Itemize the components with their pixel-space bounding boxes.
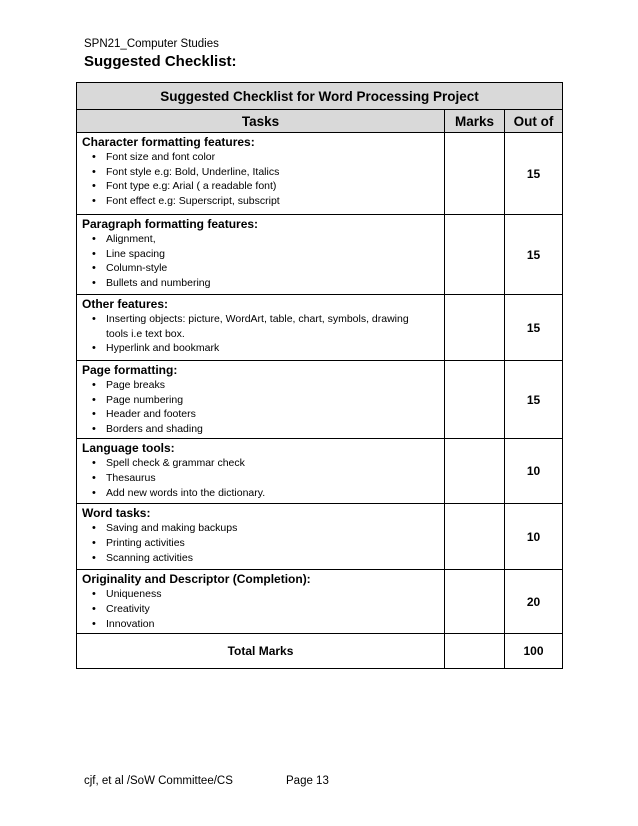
- table-row: [77, 504, 563, 570]
- page-number: Page 13: [286, 775, 329, 787]
- task-list: [82, 587, 440, 631]
- list-item: • Creativity: [106, 602, 440, 617]
- section-title: Paragraph formatting features:: [82, 217, 259, 231]
- column-header-marks: Marks: [445, 110, 505, 133]
- task-list: [82, 150, 440, 208]
- out-of-cell: 15: [505, 361, 563, 439]
- section-title: Other features:: [82, 297, 169, 311]
- task-cell: [77, 361, 445, 439]
- total-row: [77, 634, 563, 669]
- marks-cell[interactable]: [445, 439, 505, 504]
- table-row: [77, 133, 563, 215]
- task-list: [82, 378, 440, 436]
- list-item: • Printing activities: [106, 536, 440, 551]
- section-title: Page formatting:: [82, 363, 178, 377]
- document-header: SPN21_Computer Studies: [84, 38, 219, 50]
- total-out-of-cell: 100: [505, 634, 563, 669]
- list-item: • Borders and shading: [106, 422, 440, 437]
- list-item: • Saving and making backups: [106, 521, 440, 536]
- task-list: [82, 232, 440, 290]
- list-item: • Column-style: [106, 261, 440, 276]
- column-header-out-of: Out of: [505, 110, 563, 133]
- section-title: Word tasks:: [82, 506, 151, 521]
- checklist-table: [76, 82, 563, 669]
- task-cell: [77, 570, 445, 634]
- list-item: • Uniqueness: [106, 587, 440, 602]
- table-row: [77, 361, 563, 439]
- task-cell: [77, 133, 445, 215]
- table-row: [77, 439, 563, 504]
- task-list: [82, 521, 440, 565]
- list-item: • Inserting objects: picture, WordArt, table, chart, symbols, drawing tools i.e text box.: [106, 312, 440, 341]
- list-item: • Font effect e.g: Superscript, subscript: [106, 194, 440, 209]
- table-row: [77, 570, 563, 634]
- list-item: • Spell check & grammar check: [106, 456, 440, 471]
- out-of-cell: 20: [505, 570, 563, 634]
- out-of-cell: 15: [505, 215, 563, 295]
- list-item: • Line spacing: [106, 247, 440, 262]
- marks-cell[interactable]: [445, 215, 505, 295]
- list-item: • Font type e.g: Arial ( a readable font): [106, 179, 440, 194]
- task-list: [82, 312, 440, 356]
- column-header-tasks: Tasks: [77, 110, 445, 133]
- section-title: Originality and Descriptor (Completion):: [82, 572, 311, 587]
- out-of-cell: 10: [505, 439, 563, 504]
- marks-cell[interactable]: [445, 361, 505, 439]
- list-item: • Font style e.g: Bold, Underline, Italics: [106, 165, 440, 180]
- list-item: • Thesaurus: [106, 471, 440, 486]
- list-item: • Header and footers: [106, 407, 440, 422]
- list-item: • Add new words into the dictionary.: [106, 486, 440, 501]
- list-item: • Bullets and numbering: [106, 276, 440, 291]
- task-cell: [77, 504, 445, 570]
- section-title: Language tools:: [82, 441, 175, 456]
- table-row: [77, 295, 563, 361]
- task-cell: [77, 439, 445, 504]
- out-of-cell: 15: [505, 133, 563, 215]
- table-row: [77, 215, 563, 295]
- marks-cell[interactable]: [445, 504, 505, 570]
- marks-cell[interactable]: [445, 570, 505, 634]
- section-title: Character formatting features:: [82, 135, 255, 149]
- footer-author: cjf, et al /SoW Committee/CS: [84, 775, 233, 787]
- task-cell: [77, 215, 445, 295]
- out-of-cell: 15: [505, 295, 563, 361]
- task-cell: [77, 295, 445, 361]
- total-marks-cell[interactable]: [445, 634, 505, 669]
- list-item: • Hyperlink and bookmark: [106, 341, 440, 356]
- list-item: • Page numbering: [106, 393, 440, 408]
- total-marks-label: Total Marks: [77, 634, 445, 669]
- list-item: • Scanning activities: [106, 551, 440, 566]
- marks-cell[interactable]: [445, 133, 505, 215]
- out-of-cell: 10: [505, 504, 563, 570]
- task-list: [82, 456, 440, 500]
- marks-cell[interactable]: [445, 295, 505, 361]
- page-heading: Suggested Checklist:: [84, 53, 237, 70]
- list-item: • Page breaks: [106, 378, 440, 393]
- list-item: • Alignment,: [106, 232, 440, 247]
- table-title: Suggested Checklist for Word Processing Project: [77, 83, 563, 110]
- list-item: • Innovation: [106, 617, 440, 632]
- list-item: • Font size and font color: [106, 150, 440, 165]
